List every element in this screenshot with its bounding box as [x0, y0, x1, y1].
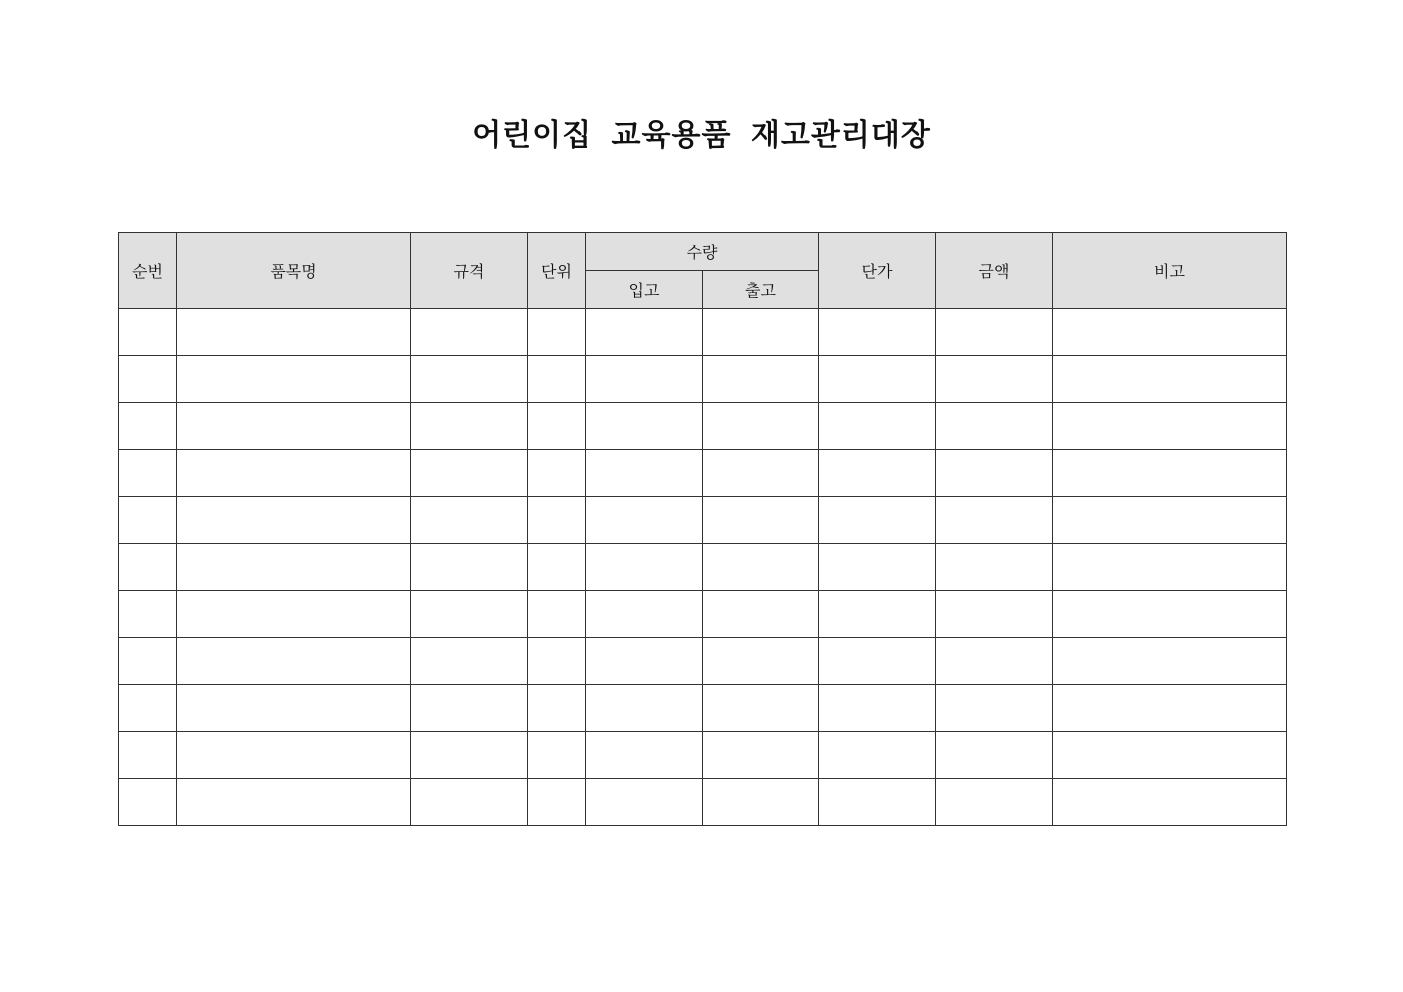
item-name-cell[interactable]	[177, 544, 411, 591]
item-name-cell[interactable]	[177, 732, 411, 779]
unit-cell[interactable]	[528, 356, 586, 403]
spec-cell[interactable]	[411, 779, 528, 826]
header-quantity: 수량	[586, 233, 819, 271]
unit-price-cell[interactable]	[819, 544, 936, 591]
quantity-in-cell[interactable]	[586, 544, 703, 591]
table-row	[119, 591, 1287, 638]
unit-cell[interactable]	[528, 544, 586, 591]
table-row	[119, 544, 1287, 591]
header-row	[119, 233, 1287, 271]
header-spec: 규격	[411, 233, 528, 309]
remarks-cell[interactable]	[1053, 685, 1287, 732]
spec-cell[interactable]	[411, 309, 528, 356]
quantity-in-cell[interactable]	[586, 497, 703, 544]
quantity-in-cell[interactable]	[586, 356, 703, 403]
quantity-out-cell[interactable]	[703, 779, 819, 826]
amount-cell[interactable]	[936, 497, 1053, 544]
quantity-out-cell[interactable]	[703, 685, 819, 732]
spec-cell[interactable]	[411, 638, 528, 685]
quantity-out-cell[interactable]	[703, 591, 819, 638]
item-name-cell[interactable]	[177, 591, 411, 638]
table-row	[119, 497, 1287, 544]
quantity-in-cell[interactable]	[586, 638, 703, 685]
item-name-cell[interactable]	[177, 685, 411, 732]
item-name-cell[interactable]	[177, 779, 411, 826]
unit-price-cell[interactable]	[819, 450, 936, 497]
table-row	[119, 779, 1287, 826]
seq-cell[interactable]	[119, 309, 177, 356]
unit-price-cell[interactable]	[819, 685, 936, 732]
table-row	[119, 356, 1287, 403]
remarks-cell[interactable]	[1053, 403, 1287, 450]
seq-cell[interactable]	[119, 685, 177, 732]
spec-cell[interactable]	[411, 732, 528, 779]
item-name-cell[interactable]	[177, 497, 411, 544]
unit-cell[interactable]	[528, 685, 586, 732]
seq-cell[interactable]	[119, 497, 177, 544]
item-name-cell[interactable]	[177, 450, 411, 497]
quantity-in-cell[interactable]	[586, 450, 703, 497]
amount-cell[interactable]	[936, 591, 1053, 638]
quantity-out-cell[interactable]	[703, 356, 819, 403]
amount-cell[interactable]	[936, 403, 1053, 450]
unit-price-cell[interactable]	[819, 356, 936, 403]
spec-cell[interactable]	[411, 356, 528, 403]
header-quantity-out: 출고	[703, 271, 819, 309]
header-amount: 금액	[936, 233, 1053, 309]
quantity-out-cell[interactable]	[703, 638, 819, 685]
header-seq: 순번	[119, 233, 177, 309]
header-unit: 단위	[528, 233, 586, 309]
unit-cell[interactable]	[528, 591, 586, 638]
quantity-out-cell[interactable]	[703, 309, 819, 356]
table-row	[119, 638, 1287, 685]
quantity-out-cell[interactable]	[703, 450, 819, 497]
spec-cell[interactable]	[411, 544, 528, 591]
amount-cell[interactable]	[936, 544, 1053, 591]
quantity-out-cell[interactable]	[703, 544, 819, 591]
amount-cell[interactable]	[936, 356, 1053, 403]
quantity-in-cell[interactable]	[586, 591, 703, 638]
quantity-in-cell[interactable]	[586, 403, 703, 450]
unit-cell[interactable]	[528, 403, 586, 450]
table-header	[119, 233, 1287, 309]
quantity-out-cell[interactable]	[703, 497, 819, 544]
remarks-cell[interactable]	[1053, 497, 1287, 544]
spec-cell[interactable]	[411, 685, 528, 732]
quantity-out-cell[interactable]	[703, 403, 819, 450]
item-name-cell[interactable]	[177, 309, 411, 356]
quantity-in-cell[interactable]	[586, 779, 703, 826]
spec-cell[interactable]	[411, 450, 528, 497]
quantity-out-cell[interactable]	[703, 732, 819, 779]
seq-cell[interactable]	[119, 450, 177, 497]
seq-cell[interactable]	[119, 779, 177, 826]
seq-cell[interactable]	[119, 732, 177, 779]
amount-cell[interactable]	[936, 685, 1053, 732]
page-title: 어린이집 교육용품 재고관리대장	[472, 118, 931, 153]
amount-cell[interactable]	[936, 309, 1053, 356]
remarks-cell[interactable]	[1053, 732, 1287, 779]
table-row	[119, 309, 1287, 356]
header-unit-price: 단가	[819, 233, 936, 309]
remarks-cell[interactable]	[1053, 309, 1287, 356]
seq-cell[interactable]	[119, 591, 177, 638]
quantity-in-cell[interactable]	[586, 309, 703, 356]
amount-cell[interactable]	[936, 779, 1053, 826]
unit-cell[interactable]	[528, 497, 586, 544]
unit-price-cell[interactable]	[819, 497, 936, 544]
unit-cell[interactable]	[528, 732, 586, 779]
amount-cell[interactable]	[936, 450, 1053, 497]
amount-cell[interactable]	[936, 732, 1053, 779]
seq-cell[interactable]	[119, 544, 177, 591]
seq-cell[interactable]	[119, 638, 177, 685]
unit-cell[interactable]	[528, 638, 586, 685]
table-row	[119, 685, 1287, 732]
item-name-cell[interactable]	[177, 356, 411, 403]
item-name-cell[interactable]	[177, 403, 411, 450]
remarks-cell[interactable]	[1053, 638, 1287, 685]
quantity-in-cell[interactable]	[586, 732, 703, 779]
header-quantity-in: 입고	[586, 271, 703, 309]
amount-cell[interactable]	[936, 638, 1053, 685]
remarks-cell[interactable]	[1053, 591, 1287, 638]
remarks-cell[interactable]	[1053, 450, 1287, 497]
quantity-in-cell[interactable]	[586, 685, 703, 732]
table-row	[119, 403, 1287, 450]
item-name-cell[interactable]	[177, 638, 411, 685]
unit-price-cell[interactable]	[819, 403, 936, 450]
table-row	[119, 732, 1287, 779]
unit-price-cell[interactable]	[819, 732, 936, 779]
unit-cell[interactable]	[528, 450, 586, 497]
remarks-cell[interactable]	[1053, 356, 1287, 403]
spec-cell[interactable]	[411, 591, 528, 638]
unit-price-cell[interactable]	[819, 638, 936, 685]
spec-cell[interactable]	[411, 497, 528, 544]
unit-price-cell[interactable]	[819, 309, 936, 356]
remarks-cell[interactable]	[1053, 544, 1287, 591]
unit-price-cell[interactable]	[819, 591, 936, 638]
remarks-cell[interactable]	[1053, 779, 1287, 826]
table-row	[119, 450, 1287, 497]
unit-cell[interactable]	[528, 309, 586, 356]
seq-cell[interactable]	[119, 356, 177, 403]
unit-cell[interactable]	[528, 779, 586, 826]
table-body	[119, 309, 1287, 826]
header-item-name: 품목명	[177, 233, 411, 309]
seq-cell[interactable]	[119, 403, 177, 450]
inventory-table	[118, 232, 1287, 826]
header-remarks: 비고	[1053, 233, 1287, 309]
unit-price-cell[interactable]	[819, 779, 936, 826]
spec-cell[interactable]	[411, 403, 528, 450]
